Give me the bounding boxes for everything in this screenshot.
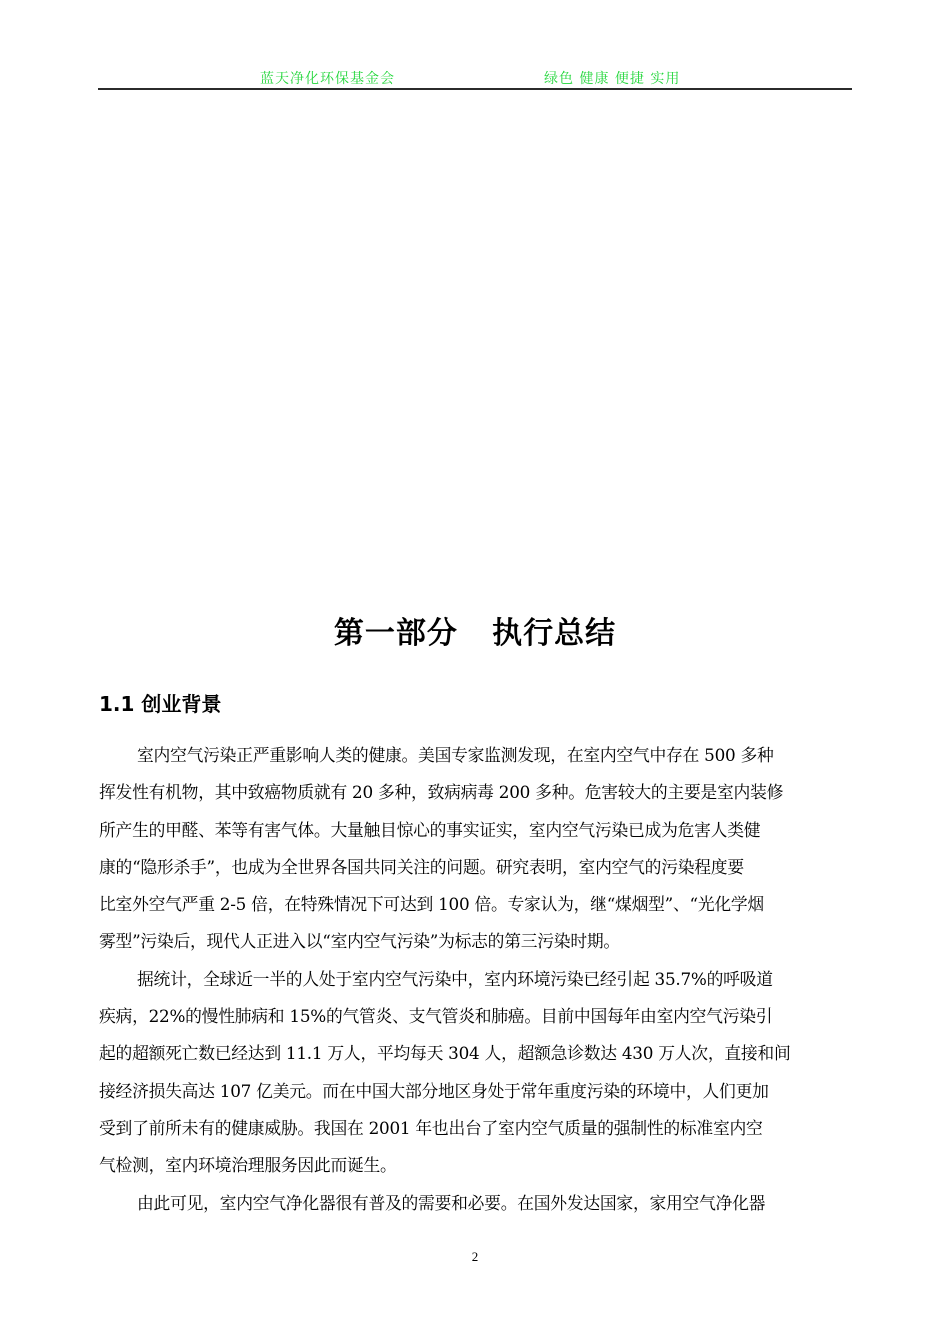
paragraph-line: 比室外空气严重 2-5 倍，在特殊情况下可达到 100 倍。专家认为，继“煤烟型”、“光化学烟 — [99, 894, 764, 915]
paragraph-line: 由此可见，室内空气净化器很有普及的需要和必要。在国外发达国家，家用空气净化器 — [137, 1192, 766, 1213]
section-body — [99, 737, 851, 1222]
paragraph-line: 雾型”污染后，现代人正进入以“室内空气污染”为标志的第三污染时期。 — [99, 931, 620, 952]
page-header — [98, 66, 852, 88]
header-organization: 蓝天净化环保基金会 — [260, 71, 395, 87]
paragraph-line: 气检测，室内环境治理服务因此而诞生。 — [99, 1155, 397, 1176]
paragraph-line: 受到了前所未有的健康威胁。我国在 2001 年也出台了室内空气质量的强制性的标准室内空 — [99, 1117, 763, 1138]
header-slogan: 绿色 健康 便捷 实用 — [544, 71, 681, 87]
paragraph-line: 疾病，22%的慢性肺病和 15%的气管炎、支气管炎和肺癌。目前中国每年由室内空气污染引 — [99, 1006, 773, 1027]
paragraph-line: 挥发性有机物，其中致癌物质就有 20 多种，致病病毒 200 多种。危害较大的主要是室内装修 — [99, 782, 784, 803]
paragraph-line: 接经济损失高达 107 亿美元。而在中国大部分地区身处于常年重度污染的环境中，人们更加 — [99, 1080, 769, 1101]
page-number: 2 — [471, 1249, 479, 1264]
paragraph-line: 室内空气污染正严重影响人类的健康。美国专家监测发现，在室内空气中存在 500 多种 — [137, 745, 774, 765]
header-divider — [98, 88, 852, 90]
paragraph-line: 起的超额死亡数已经达到 11.1 万人，平均每天 304 人，超额急诊数达 430 万人次，直接和间 — [99, 1043, 791, 1064]
paragraph-line: 康的“隐形杀手”，也成为全世界各国共同关注的问题。研究表明，室内空气的污染程度要 — [99, 856, 744, 877]
paragraph-line: 据统计，全球近一半的人处于室内空气污染中，室内环境污染已经引起 35.7%的呼吸道 — [137, 968, 773, 989]
section-heading: 1.1 创业背景 — [99, 692, 222, 716]
paragraph-line: 所产生的甲醛、苯等有害气体。大量触目惊心的事实证实，室内空气污染已成为危害人类健 — [99, 819, 761, 840]
chapter-title: 第一部分 执行总结 — [333, 616, 617, 651]
